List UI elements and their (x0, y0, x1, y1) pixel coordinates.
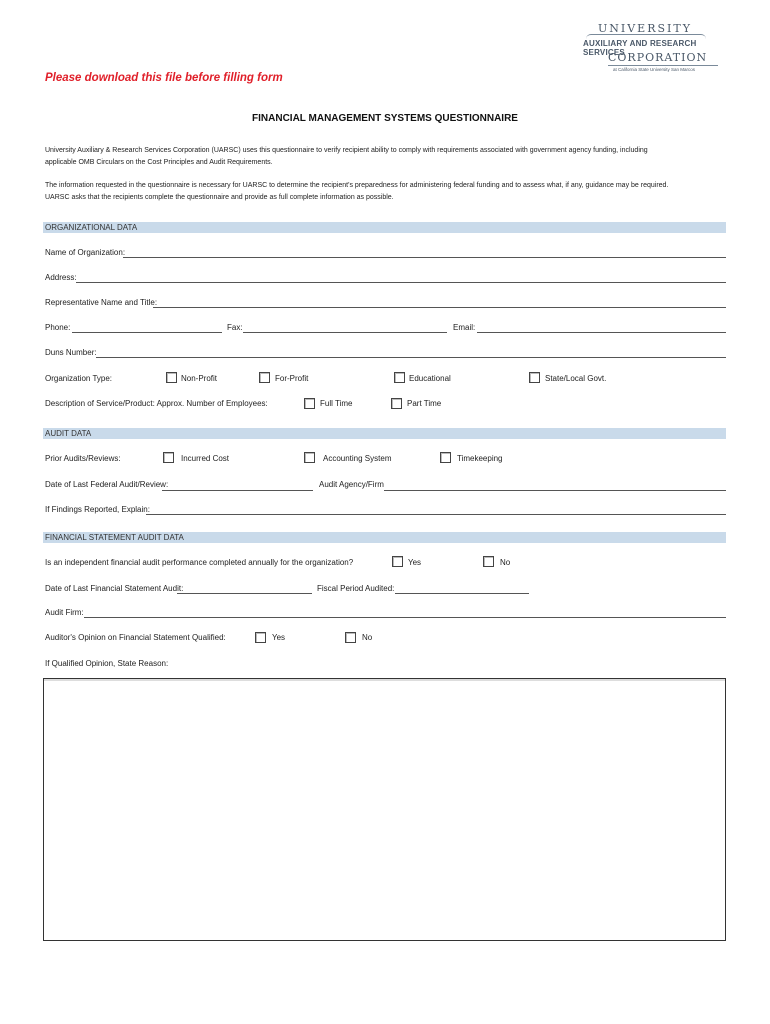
intro-p2-line1: The information requested in the questionnaire is necessary for UARSC to determine the recipient's preparedness for administering federal funding and to assess what, if any, guidance may be required. (45, 182, 669, 189)
section-audit-data (43, 428, 726, 439)
intro-p1-line2: applicable OMB Circulars on the Cost Principles and Audit Requirements. (45, 159, 273, 166)
opinion-yes-checkbox[interactable] (255, 632, 266, 643)
for-profit-label: For-Profit (275, 374, 309, 383)
opinion-no-label: No (362, 633, 373, 642)
fax-field[interactable] (243, 332, 447, 333)
phone-label: Phone: (45, 323, 71, 332)
qualified-reason-textarea[interactable] (43, 678, 726, 941)
opinion-yes-label: Yes (272, 633, 286, 642)
logo-university: UNIVERSITY (598, 22, 692, 35)
last-fs-audit-field[interactable] (177, 593, 312, 594)
representative-label: Representative Name and Title: (45, 298, 158, 307)
intro-p2-line2: UARSC asks that the recipients complete the questionnaire and provide as full complete information as possible. (45, 194, 394, 201)
email-label: Email: (453, 323, 476, 332)
duns-label: Duns Number: (45, 348, 97, 357)
independent-yes-label: Yes (408, 558, 422, 567)
incurred-cost-checkbox[interactable] (163, 452, 174, 463)
fax-label: Fax: (227, 323, 243, 332)
logo-subtitle: at California State University San Marcos (613, 67, 696, 72)
section-heading: FINANCIAL STATEMENT AUDIT DATA (45, 533, 184, 542)
logo-auxiliary: AUXILIARY AND RESEARCH SERVICES (583, 39, 697, 57)
timekeeping-label: Timekeeping (457, 454, 503, 463)
fiscal-period-label: Fiscal Period Audited: (317, 584, 395, 593)
full-time-checkbox[interactable] (304, 398, 315, 409)
independent-yes-checkbox[interactable] (392, 556, 403, 567)
independent-audit-question: Is an independent financial audit performance completed annually for the organization? (45, 558, 354, 567)
accounting-system-label: Accounting System (323, 454, 392, 463)
prior-audits-label: Prior Audits/Reviews: (45, 454, 121, 463)
representative-field[interactable] (153, 307, 726, 308)
incurred-cost-label: Incurred Cost (181, 454, 230, 463)
findings-field[interactable] (146, 514, 726, 515)
part-time-label: Part Time (407, 399, 442, 408)
for-profit-checkbox[interactable] (259, 372, 270, 383)
non-profit-checkbox[interactable] (166, 372, 177, 383)
findings-label: If Findings Reported, Explain: (45, 505, 150, 514)
duns-field[interactable] (96, 357, 726, 358)
audit-agency-field[interactable] (384, 490, 726, 491)
audit-firm-label: Audit Firm: (45, 608, 84, 617)
part-time-checkbox[interactable] (391, 398, 402, 409)
section-heading: ORGANIZATIONAL DATA (45, 223, 138, 232)
last-federal-audit-field[interactable] (162, 490, 313, 491)
accounting-system-checkbox[interactable] (304, 452, 315, 463)
download-notice: Please download this file before filling form (45, 72, 283, 84)
independent-no-label: No (500, 558, 511, 567)
qualified-reason-label: If Qualified Opinion, State Reason: (45, 659, 169, 668)
educational-label: Educational (409, 374, 451, 383)
section-heading: AUDIT DATA (45, 429, 92, 438)
section-organizational-data (43, 222, 726, 233)
timekeeping-checkbox[interactable] (440, 452, 451, 463)
name-of-organization-field[interactable] (123, 257, 726, 258)
section-financial-statement-audit-data (43, 532, 726, 543)
organization-type-label: Organization Type: (45, 374, 113, 383)
logo (578, 18, 728, 78)
address-label: Address: (45, 273, 77, 282)
independent-no-checkbox[interactable] (483, 556, 494, 567)
educational-checkbox[interactable] (394, 372, 405, 383)
phone-field[interactable] (72, 332, 222, 333)
logo-rule (608, 65, 718, 66)
state-local-govt-label: State/Local Govt. (545, 374, 607, 383)
last-fs-audit-label: Date of Last Financial Statement Audit: (45, 584, 184, 593)
state-local-govt-checkbox[interactable] (529, 372, 540, 383)
opinion-qualified-label: Auditor's Opinion on Financial Statement Qualified: (45, 633, 226, 642)
full-time-label: Full Time (320, 399, 353, 408)
fiscal-period-field[interactable] (395, 593, 529, 594)
name-of-organization-label: Name of Organization: (45, 248, 126, 257)
logo-corporation: CORPORATION (608, 51, 708, 64)
email-field[interactable] (477, 332, 726, 333)
description-label: Description of Service/Product: Approx. Number of Employees: (45, 399, 268, 408)
page-title: FINANCIAL MANAGEMENT SYSTEMS QUESTIONNAIRE (252, 113, 518, 124)
intro-p1-line1: University Auxiliary & Research Services Corporation (UARSC) uses this questionnaire to verify recipient ability to comply with requirements associated with government agency funding, including (45, 147, 648, 154)
audit-firm-field[interactable] (84, 617, 726, 618)
non-profit-label: Non-Profit (181, 374, 218, 383)
audit-agency-label: Audit Agency/Firm (319, 480, 384, 489)
address-field[interactable] (76, 282, 726, 283)
opinion-no-checkbox[interactable] (345, 632, 356, 643)
last-federal-audit-label: Date of Last Federal Audit/Review: (45, 480, 169, 489)
